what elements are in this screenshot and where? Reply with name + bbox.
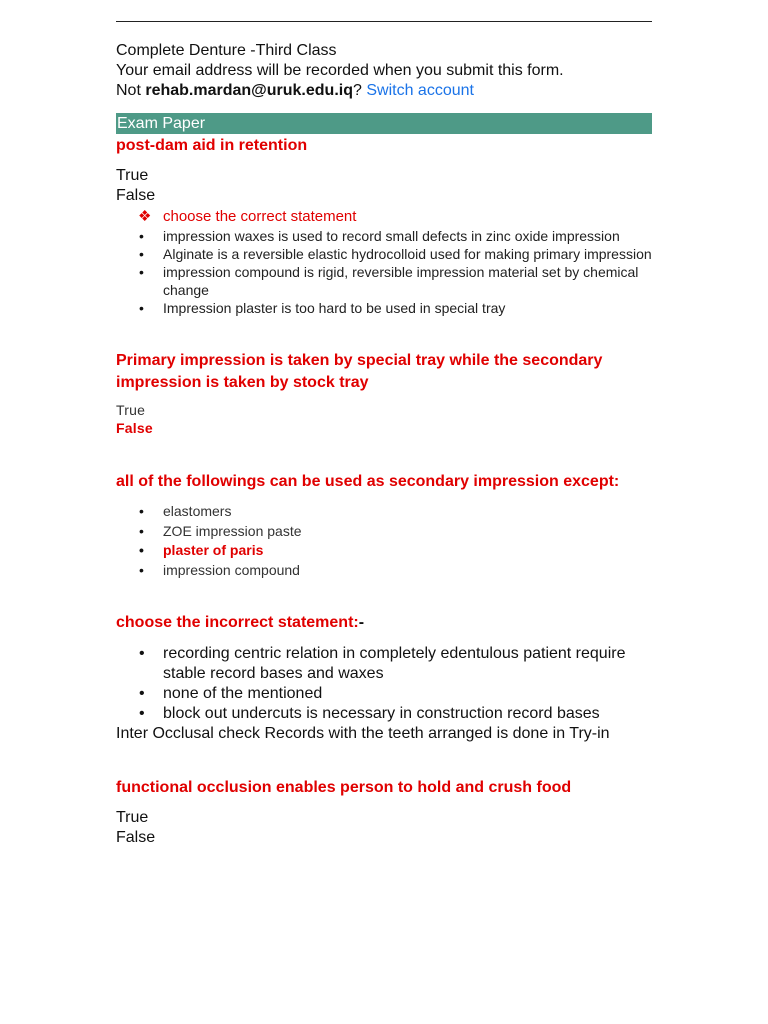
- question-6: functional occlusion enables person to hold and crush food: [116, 779, 572, 796]
- q2-option[interactable]: • impression waxes is used to record small defects in zinc oxide impression: [116, 227, 652, 245]
- form-title: Complete Denture -Third Class: [116, 42, 337, 59]
- q5-extra-statement: Inter Occlusal check Records with the teeth arranged is done in Try-in: [116, 725, 610, 742]
- q4-option-selected[interactable]: • plaster of paris: [116, 541, 652, 561]
- q2-option[interactable]: • Alginate is a reversible elastic hydrocolloid used for making primary impression: [116, 245, 652, 263]
- q4-option[interactable]: • impression compound: [116, 561, 652, 581]
- q5-option[interactable]: • block out undercuts is necessary in construction record bases: [116, 704, 652, 724]
- question-1: post-dam aid in retention: [116, 137, 308, 154]
- question-4: all of the followings can be used as secondary impression except:: [116, 473, 620, 490]
- question-2-text: choose the correct statement: [163, 208, 357, 225]
- question-2: [116, 207, 652, 227]
- switch-account-link[interactable]: Switch account: [366, 82, 474, 99]
- q5-option[interactable]: • recording centric relation in completely edentulous patient require stable record bases and waxes: [116, 644, 652, 684]
- q1-option-true[interactable]: True: [116, 167, 149, 184]
- q2-options: [116, 227, 652, 317]
- q4-option[interactable]: • ZOE impression paste: [116, 522, 652, 542]
- question-5-text: choose the incorrect statement:: [116, 614, 359, 631]
- question-mark: ?: [352, 82, 362, 99]
- q6-option-true[interactable]: True: [116, 809, 149, 826]
- exam-paper-banner: Exam Paper: [116, 113, 652, 134]
- account-line: [116, 81, 652, 101]
- question-5-suffix: -: [358, 614, 365, 631]
- q4-options: [116, 502, 652, 580]
- question-5: [116, 612, 652, 634]
- question-3: Primary impression is taken by special tray while the secondary impression is taken by stock tray: [116, 352, 603, 391]
- q2-option[interactable]: • impression compound is rigid, reversible impression material set by chemical change: [116, 263, 652, 299]
- form-content: [116, 41, 652, 847]
- q3-option-false[interactable]: False: [116, 419, 153, 436]
- email-notice: Your email address will be recorded when you submit this form.: [116, 62, 564, 79]
- top-divider: [116, 21, 652, 22]
- not-prefix: Not: [116, 82, 146, 99]
- q4-option[interactable]: • elastomers: [116, 502, 652, 522]
- q5-options: [116, 644, 652, 724]
- q1-option-false[interactable]: False: [116, 186, 156, 204]
- q2-option[interactable]: • Impression plaster is too hard to be used in special tray: [116, 299, 652, 317]
- q6-option-false[interactable]: False: [116, 828, 156, 846]
- q5-option[interactable]: • none of the mentioned: [116, 684, 652, 704]
- account-email: rehab.mardan@uruk.edu.iq: [145, 82, 353, 99]
- diamond-bullet-icon: ❖: [138, 208, 152, 225]
- q3-option-true[interactable]: True: [116, 402, 146, 418]
